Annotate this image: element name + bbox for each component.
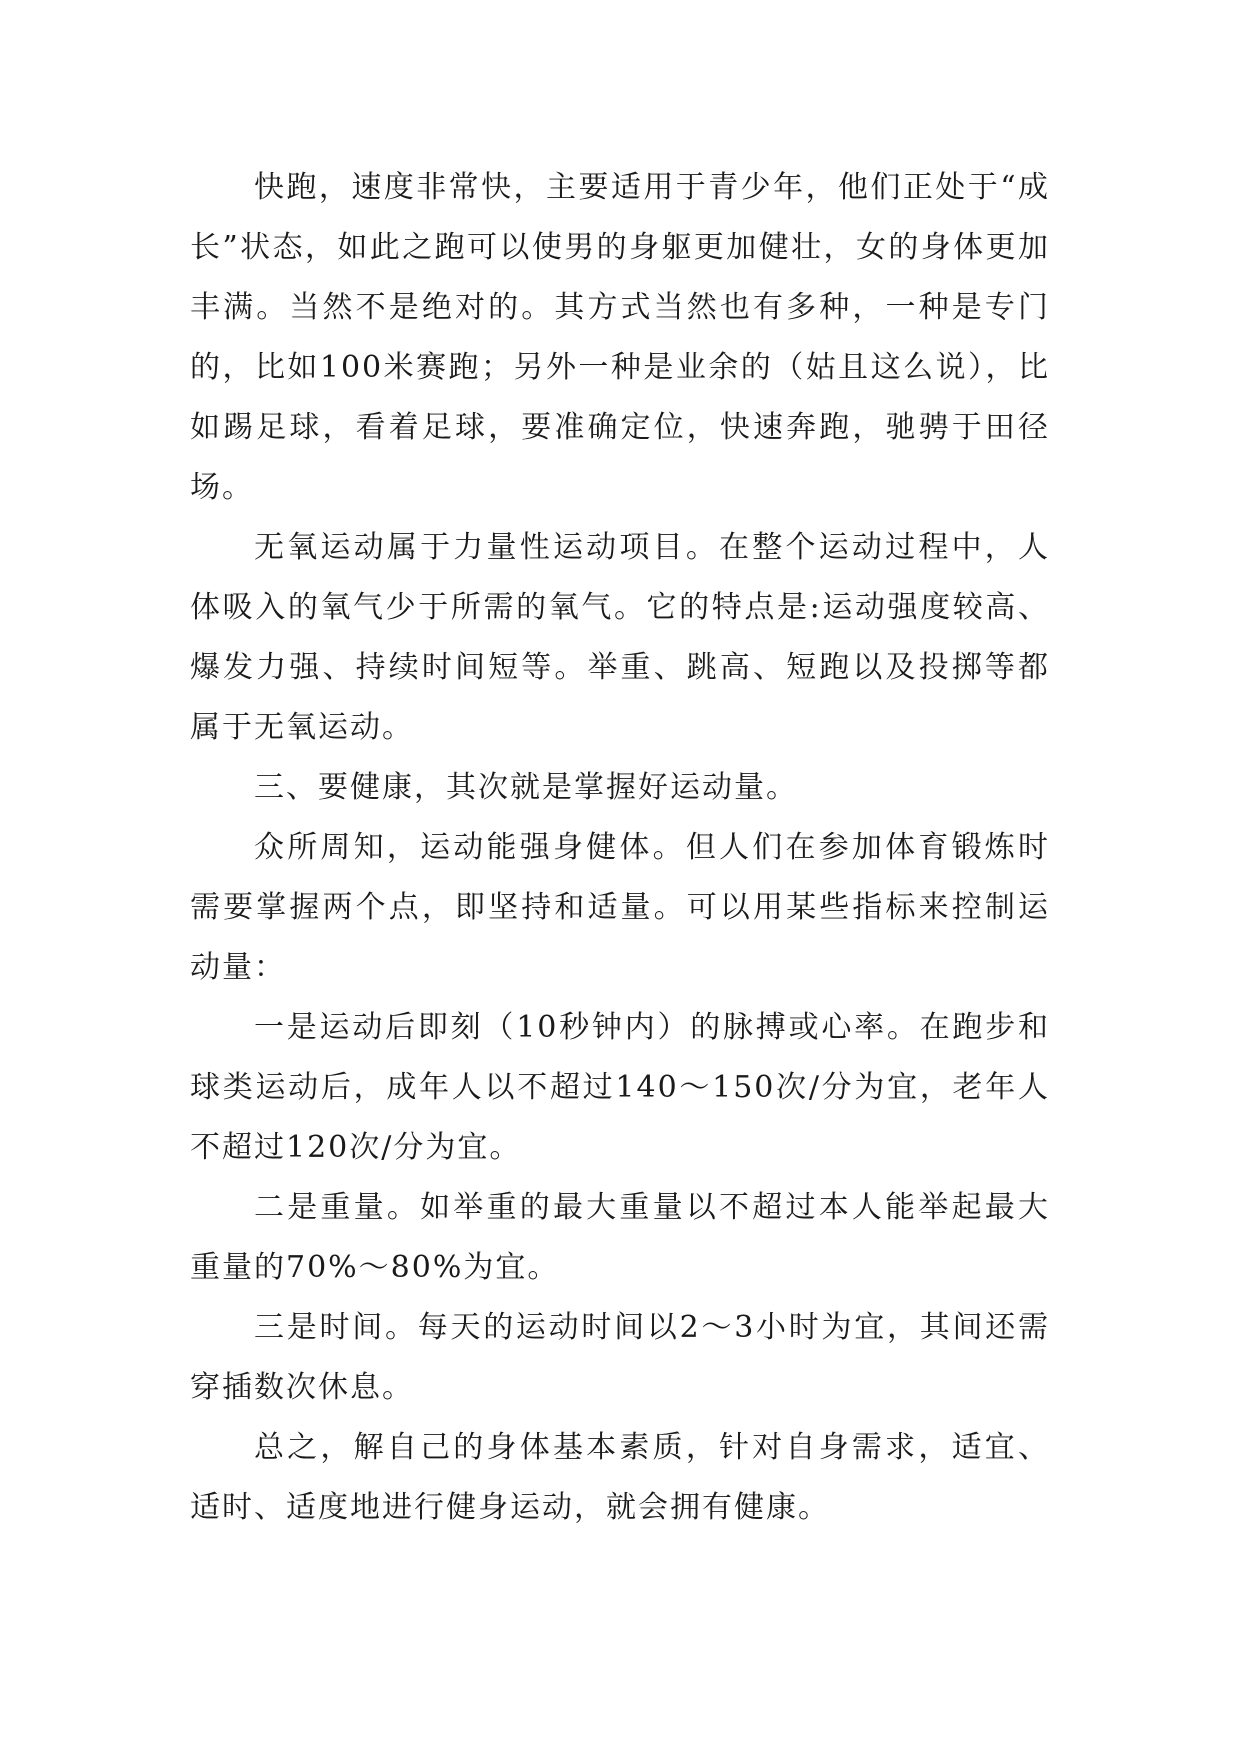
paragraph-anaerobic-exercise: 无氧运动属于力量性运动项目。在整个运动过程中，人体吸入的氧气少于所需的氧气。它的特点是:运动强度较高、爆发力强、持续时间短等。举重、跳高、短跑以及投掷等都属于无氧运动。 [190, 530, 1050, 745]
paragraph-fast-running: 快跑，速度非常快，主要适用于青少年，他们正处于“成长”状态，如此之跑可以使男的身躯更加健壮，女的身体更加丰满。当然不是绝对的。其方式当然也有多种，一种是专门的，比如100米赛跑；另外一种是业余的（姑且这么说），比如踢足球，看着足球，要准确定位，快速奔跑，驰骋于田径场。 [190, 170, 1050, 505]
section-heading-exercise-amount: 三、要健康，其次就是掌握好运动量。 [254, 770, 798, 805]
document-body [190, 158, 1050, 1538]
paragraph-time-indicator: 三是时间。每天的运动时间以2～3小时为宜，其间还需穿插数次休息。 [190, 1310, 1050, 1405]
paragraph-conclusion: 总之，解自己的身体基本素质，针对自身需求，适宜、适时、适度地进行健身运动，就会拥有健康。 [190, 1430, 1050, 1525]
paragraph-exercise-indicators: 众所周知，运动能强身健体。但人们在参加体育锻炼时需要掌握两个点，即坚持和适量。可以用某些指标来控制运动量： [190, 830, 1050, 985]
paragraph-pulse-indicator: 一是运动后即刻（10秒钟内）的脉搏或心率。在跑步和球类运动后，成年人以不超过140～150次/分为宜，老年人不超过120次/分为宜。 [190, 1010, 1050, 1165]
paragraph-weight-indicator: 二是重量。如举重的最大重量以不超过本人能举起最大重量的70%～80%为宜。 [190, 1190, 1050, 1285]
